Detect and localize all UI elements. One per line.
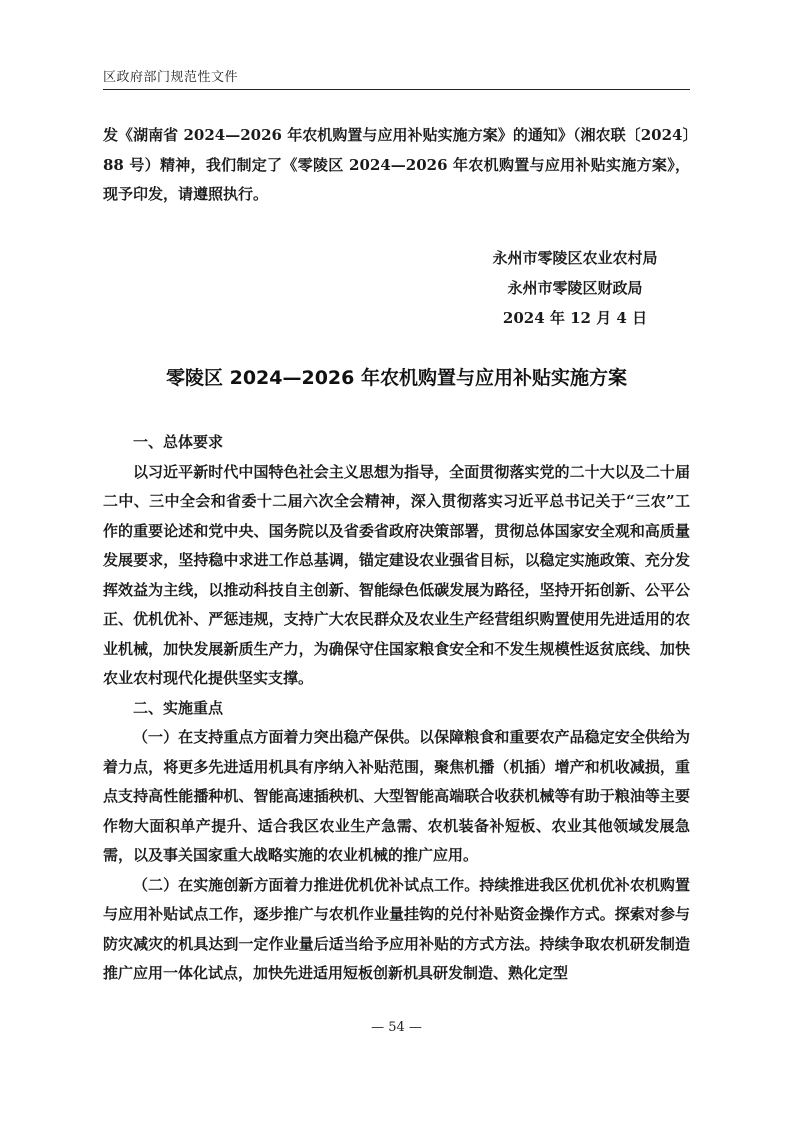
section-heading-general: 一、总体要求: [133, 433, 224, 451]
signing-date: 2024 年 12 月 4 日: [502, 309, 648, 327]
section-paragraph-priority-2: （二）在实施创新方面着力推进优机优补试点工作。持续推进我区优机优补农机购置与应用补贴试点工作，逐步推广与农机作业量挂钩的兑付补贴资金操作方式。探索对参与防灾减灾的机具达到一定作业量后适当给予应用补贴的方式方法。持续争取农机研发制造推广应用一体化试点，加快先进适用短板创新机具研发制造、熟化定型: [103, 875, 690, 982]
intro-section: [103, 121, 690, 210]
page-number: — 54 —: [371, 1020, 422, 1035]
intro-paragraph: 发《湖南省 2024—2026 年农机购置与应用补贴实施方案》的通知》（湘农联〔2024〕88 号）精神，我们制定了《零陵区 2024—2026 年农机购置与应用补贴实施方案》，现予印发，请遵照执行。: [103, 126, 690, 203]
section-heading-priorities: 二、实施重点: [133, 698, 224, 717]
header-divider: [103, 89, 690, 90]
signature-block: [470, 243, 680, 333]
signing-org-finance: 永州市零陵区财政局: [507, 279, 643, 297]
section-paragraph-priority-1: （一）在支持重点方面着力突出稳产保供。以保障粮食和重要农产品稳定安全供给为着力点，将更多先进适用机具有序纳入补贴范围，聚焦机播（机插）增产和机收减损，重点支持高性能播种机、智能高速插秧机、大型智能高端联合收获机械等有助于粮油等主要作物大面积单产提升、适合我区农业生产急需、农机装备补短板、农业其他领域发展急需，以及事关国家重大战略实施的农业机械的推广应用。: [103, 728, 690, 864]
running-header: 区政府部门规范性文件: [103, 70, 239, 85]
signing-org-agriculture: 永州市零陵区农业农村局: [492, 249, 658, 267]
document-body: [103, 428, 690, 989]
section-paragraph-general: 以习近平新时代中国特色社会主义思想为指导，全面贯彻落实党的二十大以及二十届二中、三中全会和省委十二届六次全会精神，深入贯彻落实习近平总书记关于“三农”工作的重要论述和党中央、国务院以及省委省政府决策部署，贯彻总体国家安全观和高质量发展要求，坚持稳中求进工作总基调，锚定建设农业强省目标，以稳定实施政策、充分发挥效益为主线，以推动科技自主创新、智能绿色低碳发展为路径，坚持开拓创新、公平公正、优机优补、严惩违规，支持广大农民群众及农业生产经营组织购置使用先进适用的农业机械，加快发展新质生产力，为确保守住国家粮食安全和不发生规模性返贫底线、加快农业农村现代化提供坚实支撑。: [103, 462, 690, 687]
document-title: 零陵区 2024—2026 年农机购置与应用补贴实施方案: [166, 367, 627, 389]
